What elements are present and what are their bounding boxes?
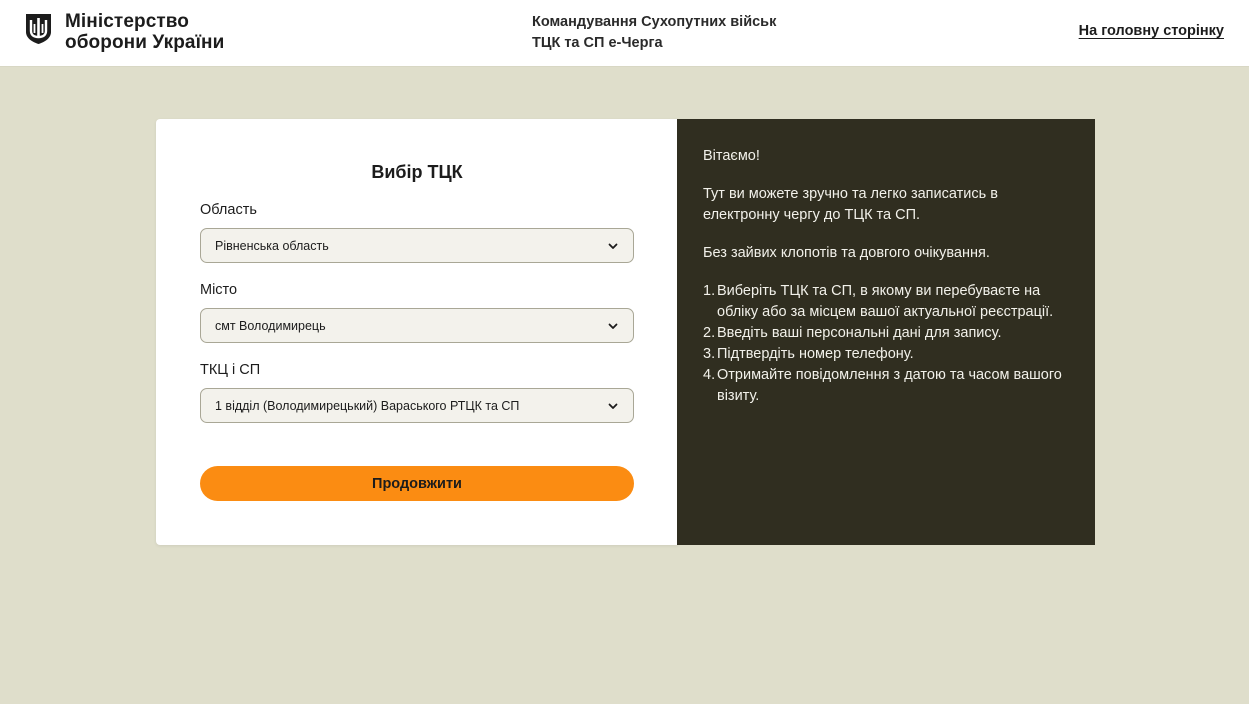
continue-button[interactable]: Продовжити — [200, 466, 634, 501]
city-select[interactable] — [200, 308, 634, 343]
step-item: Підтвердіть номер телефону. — [717, 346, 914, 362]
tck-selection-form — [156, 119, 678, 545]
city-select-value: смт Володимирець — [215, 318, 326, 333]
office-label: ТКЦ і СП — [200, 362, 261, 378]
region-select-value: Рівненська область — [215, 238, 329, 253]
office-select-value: 1 відділ (Володимирецький) Вараського РТЦК та СП — [215, 398, 520, 413]
info-panel — [677, 119, 1095, 545]
service-title-line-2: ТЦК та СП е-Черга — [532, 35, 663, 51]
step-item: Введіть ваші персональні дані для запису. — [717, 325, 1002, 341]
trident-shield-icon[interactable] — [25, 13, 52, 45]
home-page-link[interactable]: На головну сторінку — [1078, 23, 1224, 39]
ministry-line-2: оборони України — [65, 32, 225, 53]
city-label: Місто — [200, 282, 238, 298]
form-title: Вибір ТЦК — [371, 162, 463, 182]
top-header — [0, 0, 1249, 67]
region-select[interactable] — [200, 228, 634, 263]
chevron-down-icon — [607, 240, 619, 252]
step-item: Отримайте повідомлення з датою та часом вашого візиту. — [717, 367, 1062, 404]
office-select[interactable] — [200, 388, 634, 423]
service-title — [532, 12, 776, 54]
ministry-name[interactable] — [65, 11, 224, 53]
no-hassle-text: Без зайвих клопотів та довгого очікування. — [703, 245, 990, 261]
region-label: Область — [200, 202, 257, 218]
step-item: Виберіть ТЦК та СП, в якому ви перебуваєте на обліку або за місцем вашої актуальної реєстрації. — [717, 283, 1054, 320]
intro-text: Тут ви можете зручно та легко записатись в електронну чергу до ТЦК та СП. — [703, 186, 998, 223]
service-title-line-1: Командування Сухопутних військ — [532, 14, 777, 30]
chevron-down-icon — [607, 320, 619, 332]
chevron-down-icon — [607, 400, 619, 412]
steps-list — [703, 281, 1069, 407]
greeting-text: Вітаємо! — [703, 148, 760, 164]
ministry-line-1: Міністерство — [65, 11, 190, 32]
